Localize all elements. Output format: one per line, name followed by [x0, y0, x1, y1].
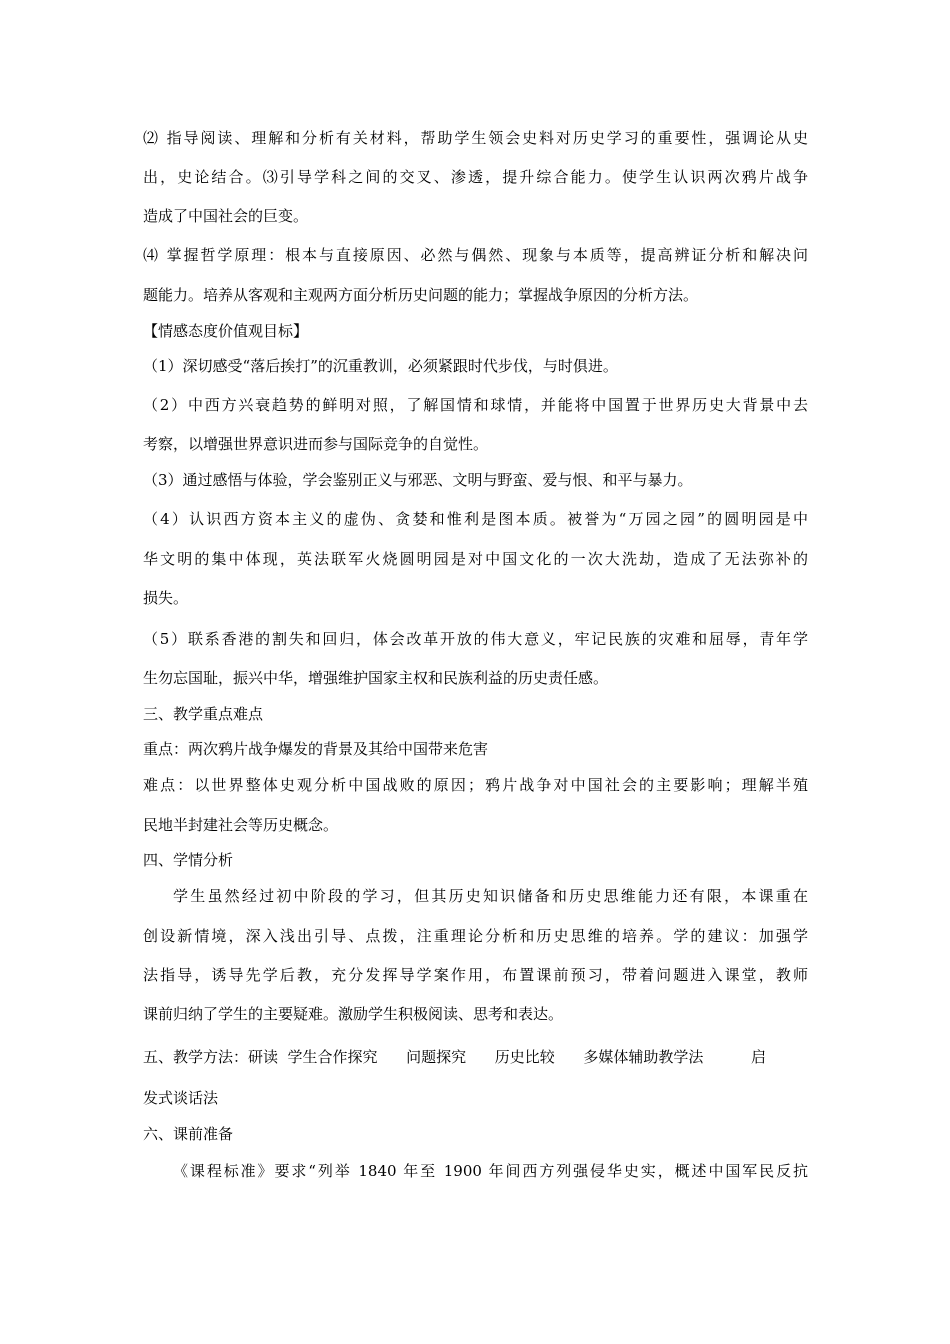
text-line: 难点：以世界整体史观分析中国战败的原因；鸦片战争对中国社会的主要影响；理解半殖 [143, 776, 808, 794]
section-heading: 四、学情分析 [143, 851, 234, 869]
text-line: 题能力。培养从客观和主观两方面分析历史问题的能力；掌握战争原因的分析方法。 [143, 286, 699, 304]
text-line: （2）中西方兴衰趋势的鲜明对照，了解国情和球情，并能将中国置于世界历史大背景中去 [143, 396, 808, 414]
section-heading: 【情感态度价值观目标】 [143, 322, 309, 340]
text-line: 学生虽然经过初中阶段的学习，但其历史知识储备和历史思维能力还有限，本课重在 [173, 887, 808, 905]
text-line: 损失。 [143, 589, 189, 607]
text-line: （1）深切感受“落后挨打”的沉重教训，必须紧跟时代步伐，与时俱进。 [143, 357, 618, 375]
text-line: 出，史论结合。⑶引导学科之间的交叉、渗透，提升综合能力。使学生认识两次鸦片战争 [143, 168, 808, 186]
text-line: 《课程标准》要求“列举 1840 年至 1900 年间西方列强侵华史实，概述中国军民反抗 [173, 1162, 808, 1180]
text-line: 法指导，诱导先学后教，充分发挥导学案作用，布置课前预习，带着问题进入课堂，教师 [143, 966, 808, 984]
text-line: 华文明的集中体现，英法联军火烧圆明园是对中国文化的一次大洗劫，造成了无法弥补的 [143, 550, 808, 568]
text-line: 生勿忘国耻，振兴中华，增强维护国家主权和民族利益的历史责任感。 [143, 669, 609, 687]
text-line: 发式谈话法 [143, 1089, 219, 1107]
text-line: ⑵ 指导阅读、理解和分析有关材料，帮助学生领会史料对历史学习的重要性，强调论从史 [143, 129, 808, 147]
text-line: 重点：两次鸦片战争爆发的背景及其给中国带来危害 [143, 740, 489, 758]
text-line: （5）联系香港的割失和回归，体会改革开放的伟大意义，牢记民族的灾难和屈辱，青年学 [143, 630, 808, 648]
section-heading: 五、教学方法：研读 学生合作探究 问题探究 历史比较 多媒体辅助教学法 启 [143, 1048, 767, 1066]
text-line: 考察，以增强世界意识进而参与国际竞争的自觉性。 [143, 435, 489, 453]
text-line: （3）通过感悟与体验，学会鉴别正义与邪恶、文明与野蛮、爱与恨、和平与暴力。 [143, 471, 693, 489]
text-line: ⑷ 掌握哲学原理：根本与直接原因、必然与偶然、现象与本质等，提高辨证分析和解决问 [143, 246, 808, 264]
section-heading: 六、课前准备 [143, 1125, 234, 1143]
section-heading: 三、教学重点难点 [143, 705, 264, 723]
text-line: 民地半封建社会等历史概念。 [143, 816, 339, 834]
text-line: 造成了中国社会的巨变。 [143, 207, 309, 225]
text-line: 创设新情境，深入浅出引导、点拨，注重理论分析和历史思维的培养。学的建议：加强学 [143, 927, 808, 945]
text-line: （4）认识西方资本主义的虚伪、贪婪和惟利是图本质。被誉为“万园之园”的圆明园是中 [143, 510, 808, 528]
text-line: 课前归纳了学生的主要疑难。激励学生积极阅读、思考和表达。 [143, 1005, 564, 1023]
